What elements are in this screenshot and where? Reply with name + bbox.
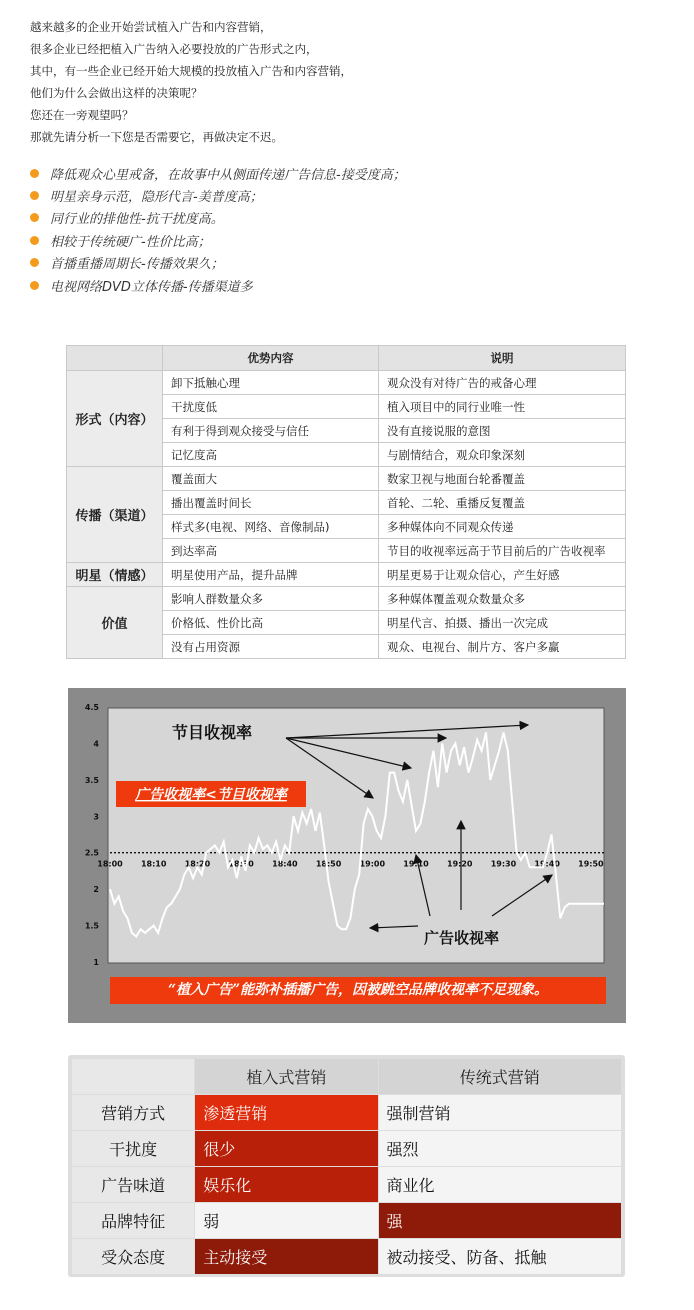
table-cell: 记忆度高 bbox=[163, 443, 379, 467]
table-cell: 弱 bbox=[195, 1203, 377, 1238]
chart-caption-banner: “植入广告”能弥补插播广告，因被跳空品牌收视率不足现象。 bbox=[110, 977, 606, 1004]
table-cell: 明星更易于让观众信心，产生好感 bbox=[379, 563, 626, 587]
table-cell: 多种媒体覆盖观众数量众多 bbox=[379, 587, 626, 611]
x-tick-label: 18:20 bbox=[184, 859, 211, 869]
table-cell: 很少 bbox=[195, 1131, 377, 1166]
table-cell: 植入项目中的同行业唯一性 bbox=[379, 395, 626, 419]
table-cell: 有利于得到观众接受与信任 bbox=[163, 419, 379, 443]
table-header-cell: 说明 bbox=[379, 346, 626, 371]
x-tick-label: 19:00 bbox=[359, 859, 386, 869]
bullet-dot-icon bbox=[30, 213, 39, 222]
x-tick-label: 19:50 bbox=[578, 859, 604, 869]
table-cell: 样式多(电视、网络、音像制品) bbox=[163, 515, 379, 539]
ratings-chart bbox=[68, 688, 626, 1023]
table-cell: 明星代言、拍摄、播出一次完成 bbox=[379, 611, 626, 635]
comparison-table-frame bbox=[68, 1055, 625, 1277]
table-cell: 渗透营销 bbox=[195, 1095, 377, 1130]
table-cell: 强制营销 bbox=[379, 1095, 621, 1130]
table-cell: 娱乐化 bbox=[195, 1167, 377, 1202]
list-item: 电视网络DVD立体传播-传播渠道多 bbox=[30, 274, 670, 296]
table-row bbox=[67, 467, 626, 491]
x-tick-label: 18:40 bbox=[272, 859, 298, 869]
table-cell: 影响人群数量众多 bbox=[163, 587, 379, 611]
x-tick-label: 19:10 bbox=[403, 859, 429, 869]
table-row bbox=[67, 587, 626, 611]
table-cell: 价格低、性价比高 bbox=[163, 611, 379, 635]
intro-line: 那就先请分析一下您是否需要它，再做决定不迟。 bbox=[30, 130, 283, 144]
list-item: 相较于传统硬广-性价比高； bbox=[30, 229, 670, 251]
table-cell: 被动接受、防备、抵触 bbox=[379, 1239, 621, 1274]
table-cell: 播出覆盖时间长 bbox=[163, 491, 379, 515]
table-cell: 卸下抵触心理 bbox=[163, 371, 379, 395]
intro-line: 其中，有一些企业已经开始大规模的投放植入广告和内容营销， bbox=[30, 64, 352, 78]
row-label-cell: 受众态度 bbox=[72, 1239, 194, 1274]
table-cell: 强 bbox=[379, 1203, 621, 1238]
intro-line: 越来越多的企业开始尝试植入广告和内容营销， bbox=[30, 20, 272, 34]
table-row bbox=[67, 563, 626, 587]
table-header-row bbox=[72, 1059, 621, 1094]
table-row bbox=[72, 1239, 621, 1274]
table-cell: 主动接受 bbox=[195, 1239, 377, 1274]
y-tick-label: 1 bbox=[93, 958, 99, 967]
list-item: 同行业的排他性-抗干扰度高。 bbox=[30, 207, 670, 229]
bullet-dot-icon bbox=[30, 191, 39, 200]
row-label-cell: 干扰度 bbox=[72, 1131, 194, 1166]
bullet-dot-icon bbox=[30, 258, 39, 267]
table-header-cell bbox=[67, 346, 163, 371]
table-row bbox=[67, 371, 626, 395]
table-cell: 数家卫视与地面台轮番覆盖 bbox=[379, 467, 626, 491]
row-label-cell: 广告味道 bbox=[72, 1167, 194, 1202]
annotation-label: 节目收视率 bbox=[172, 723, 253, 742]
annotation-label: 广告收视率<节目收视率 bbox=[135, 787, 287, 803]
x-tick-label: 18:30 bbox=[228, 859, 254, 869]
bullet-dot-icon bbox=[30, 169, 39, 178]
bullet-dot-icon bbox=[30, 236, 39, 245]
table-row bbox=[72, 1131, 621, 1166]
table-cell: 观众、电视台、制片方、客户多赢 bbox=[379, 635, 626, 659]
y-tick-label: 2.5 bbox=[84, 848, 99, 858]
table-cell: 商业化 bbox=[379, 1167, 621, 1202]
table-cell: 节目的收视率远高于节目前后的广告收视率 bbox=[379, 539, 626, 563]
y-tick-label: 1.5 bbox=[84, 921, 99, 931]
comparison-table bbox=[71, 1058, 622, 1275]
table-cell: 到达率高 bbox=[163, 539, 379, 563]
table-cell: 观众没有对待广告的戒备心理 bbox=[379, 371, 626, 395]
x-tick-label: 19:20 bbox=[447, 859, 473, 869]
ratings-chart-svg bbox=[68, 688, 626, 1023]
table-cell: 干扰度低 bbox=[163, 395, 379, 419]
table-header-cell: 优势内容 bbox=[163, 346, 379, 371]
table-header-row bbox=[67, 346, 626, 371]
bullet-dot-icon bbox=[30, 281, 39, 290]
advantage-list bbox=[30, 162, 670, 296]
y-tick-label: 4.5 bbox=[84, 703, 99, 712]
x-tick-label: 18:00 bbox=[97, 859, 123, 869]
row-label-cell: 品牌特征 bbox=[72, 1203, 194, 1238]
x-tick-label: 18:50 bbox=[315, 859, 342, 869]
table-row bbox=[72, 1167, 621, 1202]
table-cell: 多种媒体向不同观众传递 bbox=[379, 515, 626, 539]
category-cell: 明星（情感） bbox=[67, 563, 163, 587]
table-cell: 没有直接说服的意图 bbox=[379, 419, 626, 443]
x-tick-label: 19:40 bbox=[534, 859, 560, 869]
category-cell: 价值 bbox=[67, 587, 163, 659]
category-cell: 形式（内容） bbox=[67, 371, 163, 467]
table-header-cell bbox=[72, 1059, 194, 1094]
table-header-cell: 植入式营销 bbox=[195, 1059, 377, 1094]
y-tick-label: 4 bbox=[93, 739, 99, 749]
list-item: 降低观众心里戒备，在故事中从侧面传递广告信息-接受度高； bbox=[30, 162, 670, 184]
table-cell: 没有占用资源 bbox=[163, 635, 379, 659]
list-item: 明星亲身示范，隐形代言-美普度高； bbox=[30, 184, 670, 206]
intro-line: 很多企业已经把植入广告纳入必要投放的广告形式之内， bbox=[30, 42, 318, 56]
y-tick-label: 3.5 bbox=[84, 775, 99, 785]
table-cell: 与剧情结合，观众印象深刻 bbox=[379, 443, 626, 467]
table-cell: 首轮、二轮、重播反复覆盖 bbox=[379, 491, 626, 515]
advantages-table bbox=[66, 345, 626, 659]
table-row bbox=[72, 1203, 621, 1238]
row-label-cell: 营销方式 bbox=[72, 1095, 194, 1130]
table-cell: 覆盖面大 bbox=[163, 467, 379, 491]
y-tick-label: 3 bbox=[93, 812, 99, 822]
category-cell: 传播（渠道） bbox=[67, 467, 163, 563]
table-cell: 强烈 bbox=[379, 1131, 621, 1166]
table-cell: 明星使用产品，提升品牌 bbox=[163, 563, 379, 587]
intro-text bbox=[30, 16, 670, 148]
annotation-label: 广告收视率 bbox=[424, 929, 500, 947]
intro-line: 您还在一旁观望吗？ bbox=[30, 108, 134, 122]
list-item: 首播重播周期长-传播效果久； bbox=[30, 252, 670, 274]
y-tick-label: 2 bbox=[93, 885, 99, 895]
x-tick-label: 19:30 bbox=[490, 859, 517, 869]
table-row bbox=[72, 1095, 621, 1130]
x-tick-label: 18:10 bbox=[140, 859, 167, 869]
plot-area bbox=[108, 708, 604, 963]
table-header-cell: 传统式营销 bbox=[379, 1059, 621, 1094]
intro-line: 他们为什么会做出这样的决策呢？ bbox=[30, 86, 203, 100]
